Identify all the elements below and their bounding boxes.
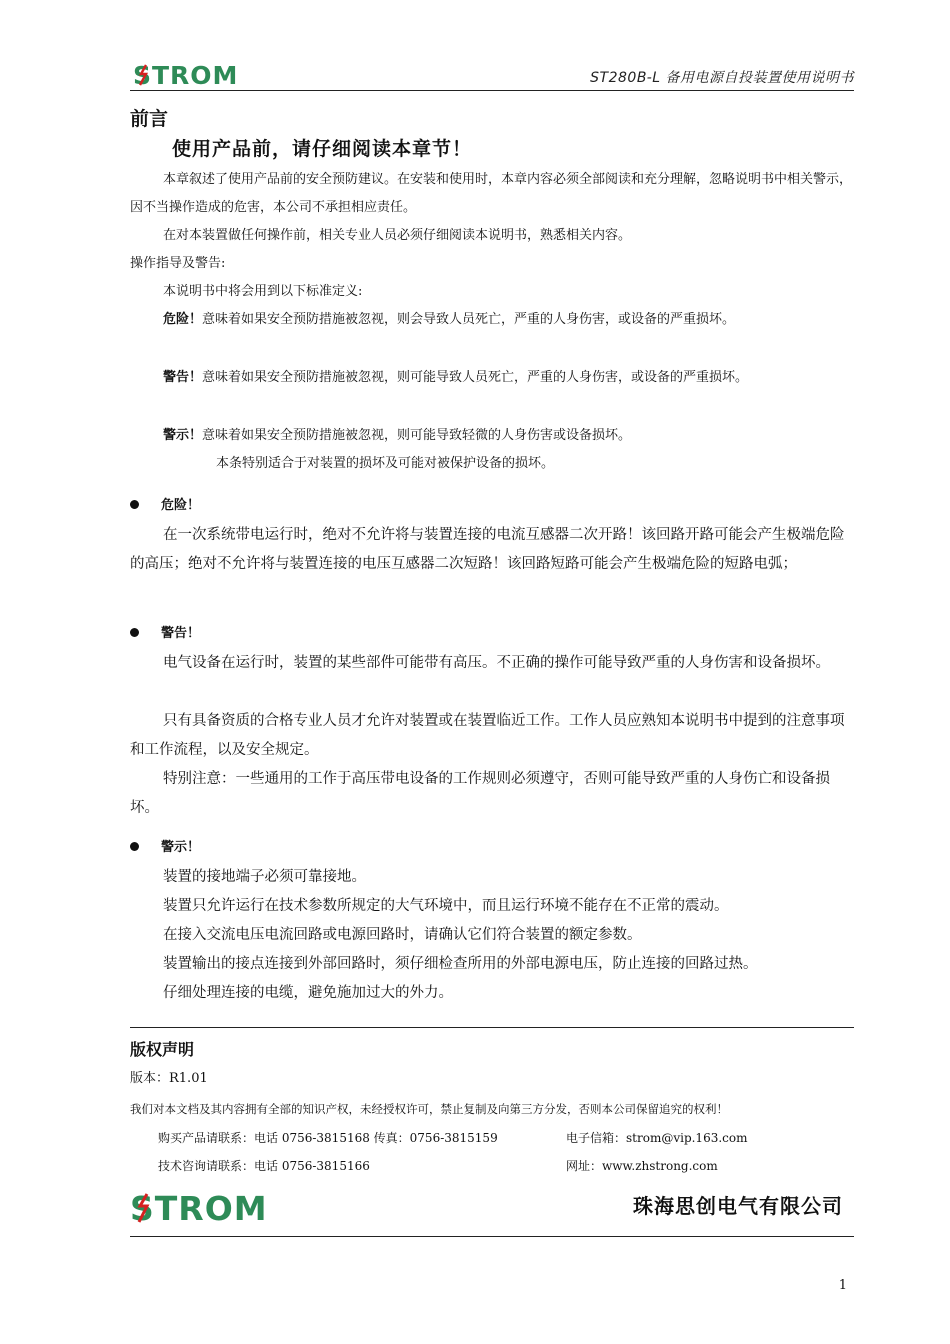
warning-paragraph: 只有具备资质的合格专业人员才允许对装置或在装置临近工作。工作人员应熟知本说明书中提到的注意事项和工作流程，以及安全规定。: [130, 713, 845, 758]
svg-text:STROM: STROM: [133, 62, 239, 88]
danger-section-heading: 危险！: [130, 496, 200, 516]
strom-logo: [133, 62, 245, 92]
standard-definitions: 本说明书中将会用到以下标准定义:: [163, 284, 363, 299]
guide-label: 操作指导及警告:: [130, 256, 226, 271]
caution-item: 在接入交流电压电流回路或电源回路时，请确认它们符合装置的额定参数。: [163, 927, 642, 943]
svg-text:STROM: STROM: [130, 1190, 268, 1226]
strom-logo: [130, 1190, 272, 1230]
website-link[interactable]: 网址：www.zhstrong.com: [566, 1159, 718, 1173]
caution-item: 装置输出的接点连接到外部回路时，须仔细检查所用的外部电源电压，防止连接的回路过热。: [163, 956, 758, 972]
page-number: 1: [838, 1278, 847, 1293]
caution-label: 警示！: [163, 428, 203, 443]
preface-heading: 前言: [130, 108, 169, 130]
bullet-icon: [130, 842, 139, 851]
warning-paragraph: 电气设备在运行时，装置的某些部件可能带有高压。不正确的操作可能导致严重的人身伤害和设备损坏。: [163, 655, 830, 671]
warning-label: 警告！: [163, 370, 203, 385]
caution-item: 仔细处理连接的电缆，避免施加过大的外力。: [163, 985, 453, 1001]
header-divider: [130, 90, 854, 91]
warning-paragraph: 特别注意：一些通用的工作于高压带电设备的工作规则必须遵守，否则可能导致严重的人身伤亡和设备损坏。: [130, 771, 830, 816]
copyright-divider: [130, 1027, 854, 1028]
warning-definition-text: 意味着如果安全预防措施被忽视，则可能导致人员死亡，严重的人身伤害，或设备的严重损坏。: [202, 370, 749, 385]
email-contact: 电子信箱：strom@vip.163.com: [566, 1131, 748, 1145]
caution-definition: [130, 422, 854, 450]
caution-item: 装置只允许运行在技术参数所规定的大气环境中，而且运行环境不能存在不正常的震动。: [163, 898, 729, 914]
warning-section-heading: 警告！: [130, 624, 200, 644]
bullet-icon: [130, 500, 139, 509]
copyright-heading: 版权声明: [130, 1040, 195, 1059]
danger-definition: [130, 306, 854, 334]
document-title: ST280B-L 备用电源自投装置使用说明书: [590, 70, 854, 86]
version-label: 版本：R1.01: [130, 1071, 208, 1086]
danger-definition-text: 意味着如果安全预防措施被忽视，则会导致人员死亡，严重的人身伤害，或设备的严重损坏。: [202, 312, 736, 327]
footer-divider: [130, 1236, 854, 1237]
caution-definition-text: 意味着如果安全预防措施被忽视，则可能导致轻微的人身伤害或设备损坏。: [202, 428, 632, 443]
warning-definition: [130, 364, 854, 392]
intro-paragraph-2: 在对本装置做任何操作前，相关专业人员必须仔细阅读本说明书，熟悉相关内容。: [163, 228, 632, 243]
sales-contact: 购买产品请联系：电话 0756-3815168 传真：0756-3815159: [158, 1131, 498, 1145]
caution-item: 装置的接地端子必须可靠接地。: [163, 869, 366, 885]
caution-note: 本条特别适合于对装置的损坏及可能对被保护设备的损坏。: [216, 456, 555, 471]
copyright-statement: 我们对本文档及其内容拥有全部的知识产权，未经授权许可，禁止复制及向第三方分发，否则本公司保留追究的权利！: [130, 1102, 728, 1116]
company-name: 珠海思创电气有限公司: [633, 1194, 843, 1218]
intro-paragraph: 本章叙述了使用产品前的安全预防建议。在安装和使用时，本章内容必须全部阅读和充分理解，忽略说明书中相关警示，因不当操作造成的危害，本公司不承担相应责任。: [130, 172, 853, 215]
caution-section-heading: 警示！: [130, 838, 200, 858]
support-contact: 技术咨询请联系：电话 0756-3815166: [158, 1159, 370, 1173]
read-before-use-heading: 使用产品前，请仔细阅读本章节！: [172, 138, 473, 160]
danger-label: 危险！: [163, 312, 203, 327]
danger-paragraph: 在一次系统带电运行时，绝对不允许将与装置连接的电流互感器二次开路！该回路开路可能会产生极端危险的高压；绝对不允许将与装置连接的电压互感器二次短路！该回路短路可能会产生极端危险的短路电弧；: [130, 527, 845, 572]
bullet-icon: [130, 628, 139, 637]
